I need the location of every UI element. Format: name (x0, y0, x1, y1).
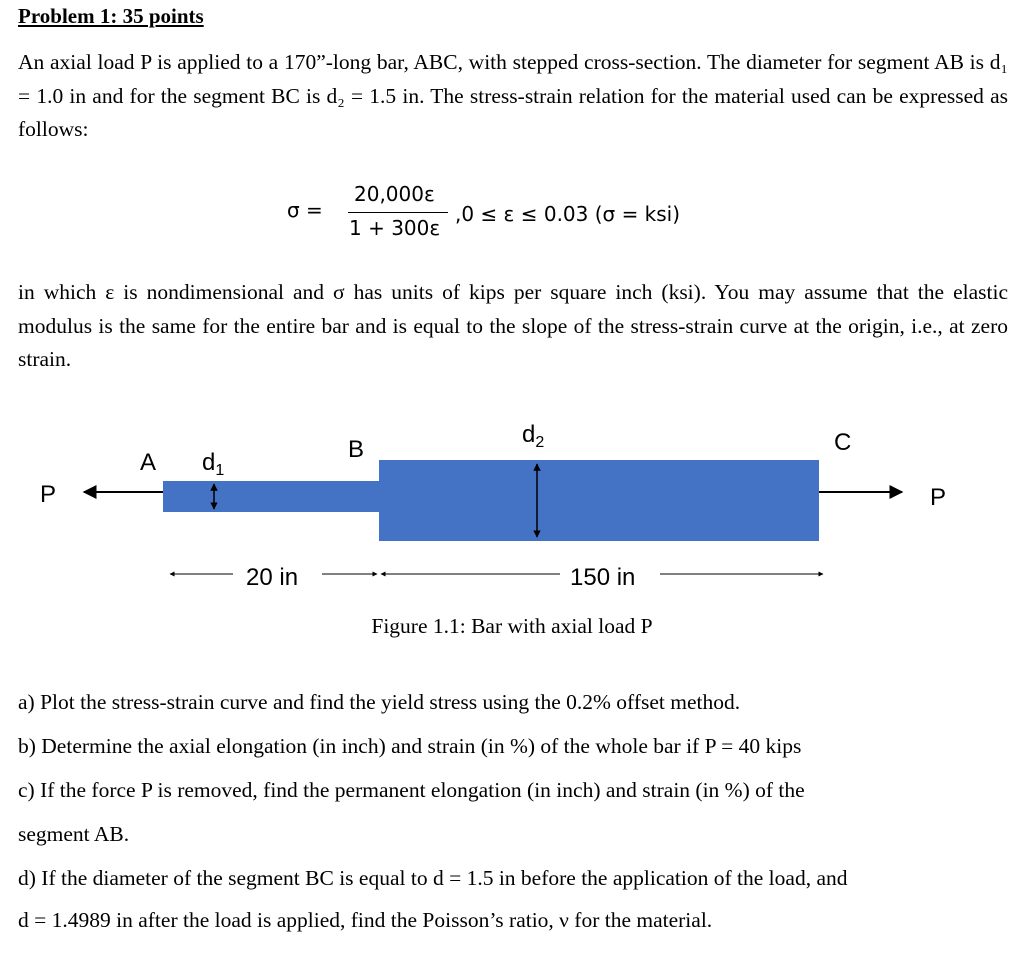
question-c-continued: segment AB. (18, 822, 130, 846)
load-label-left: P (40, 481, 57, 508)
equation-lhs: σ = (287, 198, 323, 222)
question-d: d) If the diameter of the segment BC is equal to d = 1.5 in before the application of the load, and (18, 866, 848, 890)
question-c: c) If the force P is removed, find the permanent elongation (in inch) and strain (in %) of the (18, 778, 805, 802)
fraction-bar (348, 212, 448, 213)
intro-paragraph: An axial load P is applied to a 170”-long bar, ABC, with stepped cross-section. The diameter for segment AB is d₁ = 1.0 in and for the segment BC is d₂ = 1.5 in. The stress-strain relation for the material used can be expressed as follows: (18, 50, 1008, 141)
diameter-label-d2: $d_2$ (522, 421, 545, 451)
diameter-label-d1: $d_1$ (202, 449, 225, 479)
figure-caption: Figure 1.1: Bar with axial load P (371, 614, 653, 638)
problem-title: Problem 1: 35 points (18, 4, 204, 28)
question-b: b) Determine the axial elongation (in inch) and strain (in %) of the whole bar if P = 40 kips (18, 734, 802, 758)
equation-numerator: 20,000ε (354, 182, 435, 206)
point-label-b: B (348, 436, 365, 463)
load-label-right: P (930, 484, 947, 511)
equation-condition: ,0 ≤ ε ≤ 0.03 (σ = ksi) (455, 202, 681, 226)
stress-strain-equation (0, 176, 1024, 246)
length-label-bc: 150 in (570, 564, 636, 591)
equation-denominator: 1 + 300ε (349, 216, 441, 240)
question-d-continued: d = 1.4989 in after the load is applied, find the Poisson’s ratio, ν for the material. (18, 908, 713, 932)
bar-figure (0, 410, 1024, 600)
point-label-c: C (834, 429, 852, 456)
segment-bc (379, 460, 819, 541)
point-label-a: A (140, 449, 157, 476)
length-label-ab: 20 in (246, 564, 299, 591)
question-a: a) Plot the stress-strain curve and find the yield stress using the 0.2% offset method. (18, 690, 741, 714)
segment-ab (163, 481, 379, 512)
note-paragraph: in which ε is nondimensional and σ has units of kips per square inch (ksi). You may assume that the elastic modulus is the same for the entire bar and is equal to the slope of the stress-strain curve at the origin, i.e., at zero strain. (18, 280, 1008, 371)
